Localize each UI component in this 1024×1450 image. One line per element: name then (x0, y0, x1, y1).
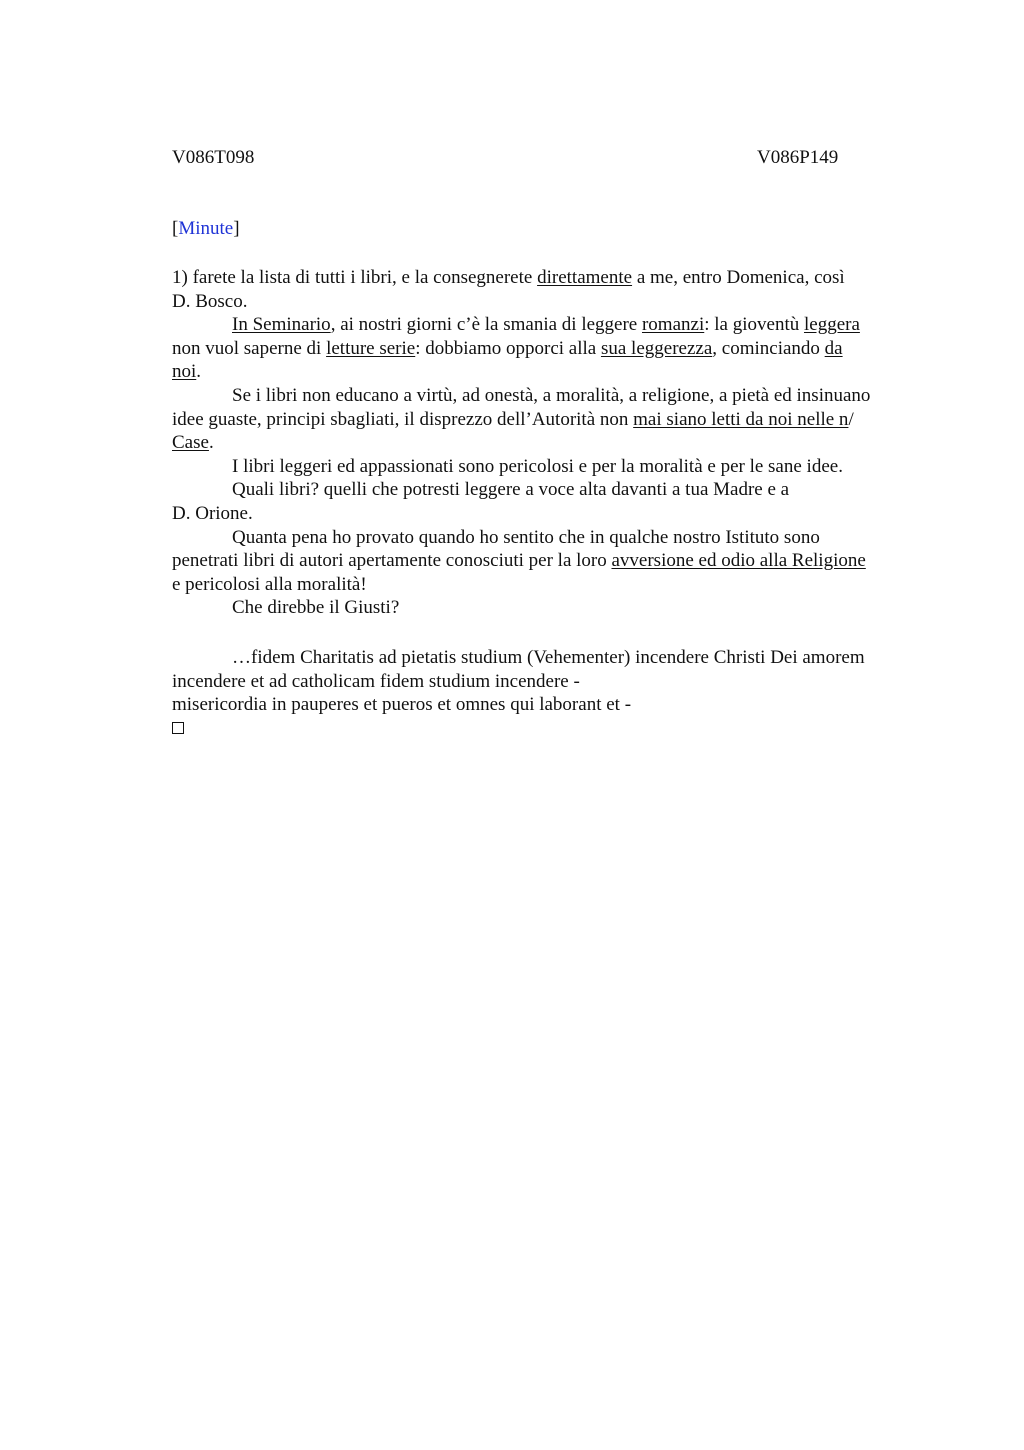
text-line (172, 408, 952, 432)
text-line (172, 596, 952, 620)
text-run: Se i libri non educano a virtù, ad onestà, a moralità, a religione, a pietà ed insinuano (232, 384, 871, 406)
text-run: e pericolosi alla moralità! (172, 573, 367, 595)
text-line (172, 431, 952, 455)
text-line (172, 478, 952, 502)
section-label (172, 217, 240, 241)
text-line (172, 717, 952, 741)
underlined-text: romanzi (641, 314, 705, 336)
text-run: D. Bosco. (172, 290, 248, 312)
text-run: : dobbiamo opporci alla (415, 337, 601, 359)
document-code-right: V086P149 (757, 147, 839, 168)
text-line (172, 337, 952, 361)
underlined-text: direttamente (537, 267, 633, 288)
underlined-text: letture serie (326, 337, 416, 359)
underlined-text: sua leggerezza (600, 337, 713, 359)
text-run: / (848, 408, 854, 430)
text-run: …fidem Charitatis ad pietatis studium (Vehementer) incendere Christi Dei amorem (232, 646, 865, 668)
text-line (172, 360, 952, 384)
underlined-text: Case (172, 432, 209, 454)
underlined-text: avversione ed odio alla Religione (611, 550, 866, 572)
document-code-left: V086T098 (172, 147, 255, 168)
text-line (172, 455, 952, 479)
text-run: . (196, 361, 202, 383)
text-run: misericordia in pauperes et pueros et omnes qui laborant et - (172, 694, 632, 716)
text-line (172, 693, 952, 717)
document-body (172, 266, 952, 740)
text-run: : la gioventù (704, 314, 804, 336)
underlined-text: mai siano letti da noi nelle n (633, 408, 849, 430)
underlined-text: leggera (803, 314, 860, 336)
minute-label: Minute (178, 218, 234, 239)
underlined-text: da (824, 337, 843, 359)
text-run: non vuol saperne di (172, 337, 327, 359)
text-run: incendere et ad catholicam fidem studium incendere - (172, 670, 580, 692)
underlined-text: noi (172, 361, 197, 383)
text-line (172, 573, 952, 597)
text-line (172, 526, 952, 550)
text-run: a me, entro Domenica, così (632, 267, 845, 288)
text-line (172, 266, 952, 290)
text-run: Quali libri? quelli che potresti leggere a voce alta davanti a tua Madre e a (232, 479, 790, 501)
text-run: Che direbbe il Giusti? (232, 597, 400, 619)
text-line (172, 384, 952, 408)
text-line (172, 670, 952, 694)
text-run: penetrati libri di autori apertamente conosciuti per la loro (172, 550, 612, 572)
text-line (172, 290, 952, 314)
text-line (172, 549, 952, 573)
open-bracket: [ (172, 218, 179, 239)
checkbox-icon (172, 722, 184, 734)
text-run: , cominciando (712, 337, 825, 359)
text-run: 1) farete la lista di tutti i libri, e la consegnerete (172, 267, 538, 288)
text-line (172, 313, 952, 337)
paragraph-gap (172, 620, 952, 646)
close-bracket: ] (233, 218, 240, 239)
text-run: D. Orione. (172, 502, 253, 524)
text-line (172, 502, 952, 526)
text-run: I libri leggeri ed appassionati sono pericolosi e per la moralità e per le sane idee. (232, 455, 843, 477)
text-run: Quanta pena ho provato quando ho sentito che in qualche nostro Istituto sono (232, 526, 820, 548)
text-line (172, 646, 952, 670)
text-run: idee guaste, principi sbagliati, il disprezzo dell’Autorità non (172, 408, 634, 430)
underlined-text: In Seminario (232, 314, 331, 336)
text-run: . (208, 432, 214, 454)
text-run: , ai nostri giorni c’è la smania di leggere (330, 314, 642, 336)
